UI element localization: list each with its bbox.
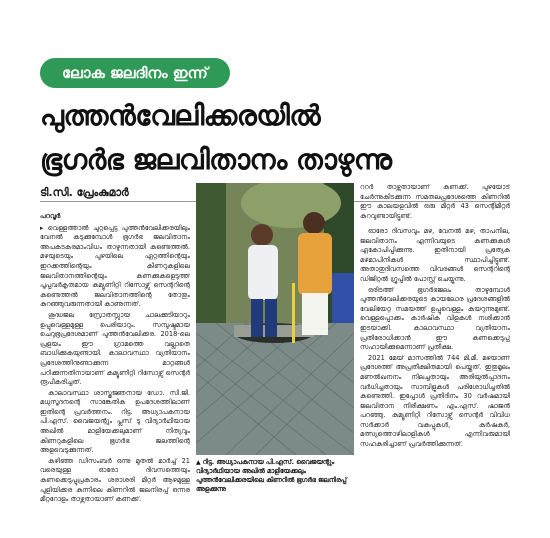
paragraph: ശുദ്ധജല സ്രോതസ്സായ ചാലക്കുടിയാറും ഉപ്പുവെള്ളമുള്ള പെരിയാറും. സമ്പുഷ്ടമായ ചെറുഭൂപ്രദേശമാണ് പുത്തൻവേലിക്കര. 2018-ലെ പ്രളയം ഈ ഗ്രാമത്തെ വല്ലാതെ ബാധിക്കുകയുണ്ടായി. കാലാവസ്ഥാ വ്യതിയാനം പ്രദേശത്തിനുണ്ടാക്കുന്ന മാറ്റങ്ങൾ പഠിക്കുന്നതിനായാണ് കമ്യൂണിറ്റി റിസോഴ്സ് സെന്റർ രൂപീകരിച്ചത്. xyxy=(40,310,190,387)
article-column-1 xyxy=(40,212,190,508)
paragraph: ഒരിടത്ത് ഭൂഗർഭജലം താഴുമ്പോൾ പുത്തൻവേലിക്കരയുടെ കായലോര പ്രദേശങ്ങളിൽ വേലിയേറ്റ സമയത്ത് ഉപ്പുവെള്ളം കയറുന്നുമുണ്ട്. വെള്ളപ്പൊക്കം കാർഷിക വിളകൾ നശിക്കാൻ ഇടയാക്കി. കാലാവസ്ഥാ വ്യതിയാനം പ്രതിരോധിക്കാൻ ഈ കണക്കെടുപ്പ് സഹായിക്കുമെന്നാണ് പ്രതീക്ഷ. xyxy=(360,285,510,352)
article-column-2-top xyxy=(360,183,510,223)
paragraph: 2021 മേയ് മാസത്തിൽ 744 മി.മീ. മഴയാണ് പ്രദേശത്ത് അപ്രതീക്ഷിതമായി പെയ്തത്. ഇതുമൂലം മണൽഖനനം നിലച്ചതായും അരിയുൽപ്പാദനം വർധിച്ചതായും സാമ്പിളുകൾ പരിശോധിച്ചതിൽ കണ്ടെത്തി. ഇപ്പോൾ പ്രതിദിനം 30 വർഷമായി ജലവിതാന നിരീക്ഷണം എം.എസ്. ഷാജൻ പറഞ്ഞു. കമ്യൂണിറ്റി റിസോഴ്സ് സെന്റർ വിവിധ സർക്കാർ വകുപ്പുകൾ, കർഷകർ, മത്സ്യത്തൊഴിലാളികൾ എന്നിവരുമായി സഹകരിച്ചാണ് പ്രവർത്തിക്കുന്നത്. xyxy=(360,353,510,449)
paragraph: കാലാവസ്ഥാ ശാസ്ത്രജ്ഞനായ ഡോ. സി.ജി. മധുസൂദനന്റെ സാങ്കേതിക ഉപദേശത്തിലാണ് ഇതിന്റെ പ്രവർത്തനം. റിട്ട. അധ്യാപകനായ പി.എസ്. വൈജയന്റും പ്ലസ് ടു വിദ്യാർഥിയായ അഖിൽ മാളിയേക്കലുമാണ് നിത്യവും കിണറുകളിലെ ഭൂഗർഭ ജലത്തിന്റെ അളവെടുക്കുന്നത്. xyxy=(40,388,190,455)
news-photo xyxy=(196,183,354,455)
caption-triangle-icon: ▲ xyxy=(196,459,201,466)
paragraph: ഓരോ ദിവസവും മഴ, വേനൽ മഴ, താപനില, ജലവിതാനം എന്നിവയുടെ കണക്കുകൾ ഏകോപിപ്പിക്കുന്നു. ഇതിനായി പ്രത്യേക മഴമാപിനികൾ സ്ഥാപിച്ചിട്ടുണ്ട്. അതാതുദിവസത്തെ വിവരങ്ങൾ സെന്ററിന്റെ ഡിജിറ്റൽ ഗ്രൂപ്പിൽ പോസ്റ്റ് ചെയ്യുന്നു. xyxy=(360,227,510,283)
paragraph: ▸ വെള്ളത്താൽ ചുറ്റപ്പെട്ട പുത്തൻവേലിക്കരയിലും വേനൽ കടുക്കുമ്പോൾ ഭൂഗർഭ ജലവിതാനം അപകടകരമാംവിധം താഴുന്നതായി കണ്ടെത്തൽ. മഴയുടെയും പുഴയിലെ ഏറ്റത്തിന്റെയും ഇറക്കത്തിന്റെയും കിണറുകളിലെ ജലവിതാനത്തിന്റെയും കണക്കുകളെടുത്ത് പൂപ്പവർകൃതമായ കമ്യൂണിറ്റി റിസോഴ്സ് സെന്ററിന്റെ കണ്ടെത്തൽ ജലവിതാനത്തിന്റെ തോതും കുറഞ്ഞുവരുന്നതായി കാണുന്നത്. xyxy=(40,223,190,309)
article-column-2 xyxy=(360,227,510,512)
photo-caption xyxy=(196,458,354,494)
paragraph: കഴിഞ്ഞ ഡിസംബർ ഒന്നു മുതൽ മാർച്ച് 21 വരെയുള്ള ഓരോ ദിവസത്തെയും കണക്കെടുപ്പുപ്രകാരം ശരാശരി മീറ്റർ ആഴമുള്ള പുളിയിക്കര കുന്നിലെ കിണറിൽ ജലനിരപ്പ് ഒന്നര മീറ്ററോളം താഴ്ന്നതായാണ് കണക്ക്. xyxy=(40,456,190,504)
headline-line-1: പുത്തൻവേലിക്കരയിൽ xyxy=(40,99,321,132)
caption-text: റിട്ട. അധ്യാപകനായ പി.എസ്. വൈജയന്റും വിദ്യാർഥിയായ അഖിൽ മാളിയേക്കലും പുത്തൻവേലിക്കരയിലെ കിണറിൽ ഭൂഗർഭ ജലനിരപ്പ് അളക്കുന്നു xyxy=(196,458,347,493)
kicker-banner: ലോക ജലദിനം ഇന്ന് xyxy=(40,58,230,88)
headline-line-2: ഭൂഗർഭ ജലവിതാനം താഴുന്നു xyxy=(40,143,392,176)
byline: ടി.സി. പ്രേംകുമാർ xyxy=(40,186,129,199)
paragraph: ററർ താഴ്ന്നതായാണ് കണക്ക്. പുഴയോട് ചേർന്നുകിടക്കുന്ന സമതലപ്രദേശത്തെ കിണറിൽ ഈ കാലയളവിൽ ഒരു മീറ്റർ 43 സെന്റിമീറ്റർ കുറവുണ്ടായിട്ടുണ്ട്. xyxy=(360,183,510,220)
dateline: പറവൂർ xyxy=(40,212,61,220)
